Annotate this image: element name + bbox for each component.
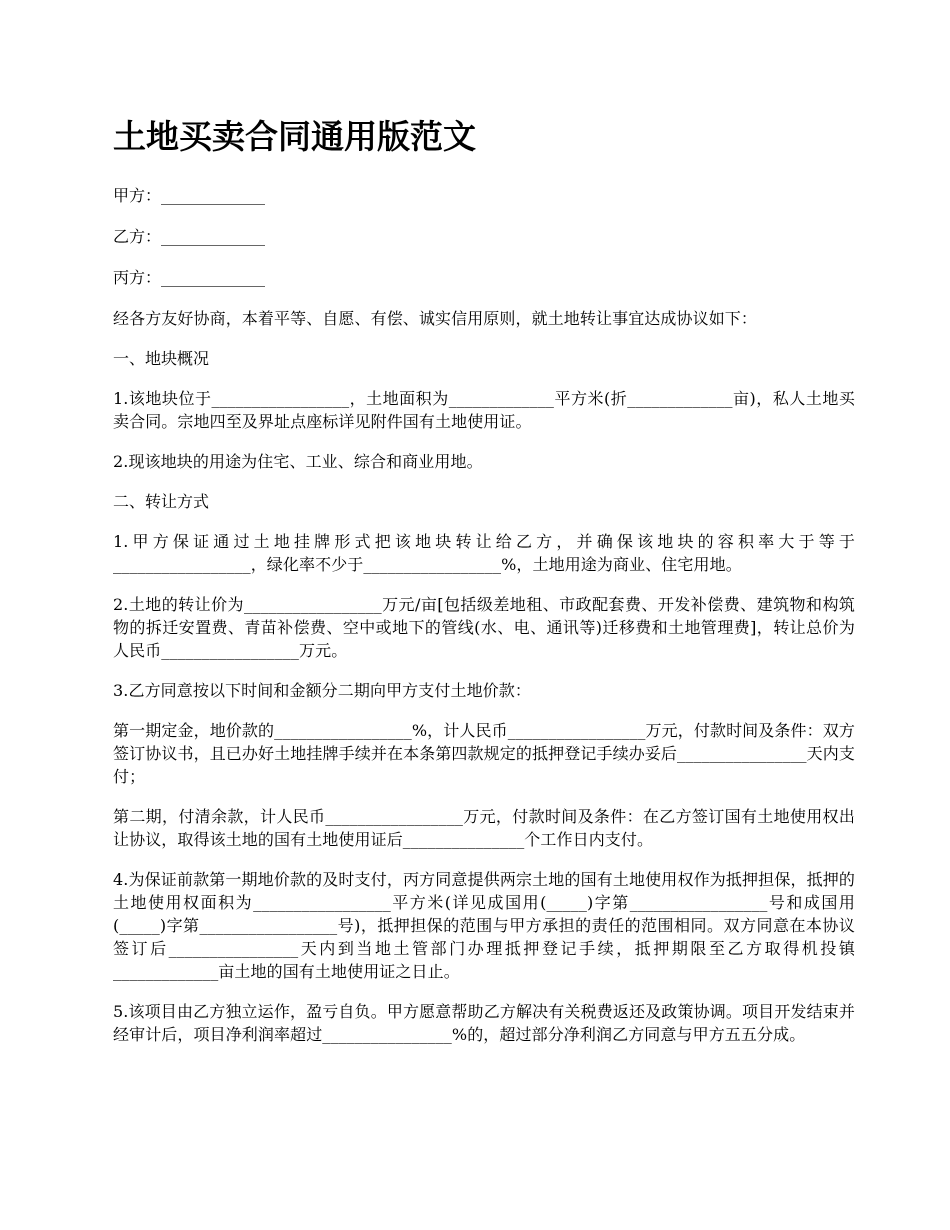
document-title: 土地买卖合同通用版范文 <box>113 117 476 156</box>
section-2-item-4: 4.为保证前款第一期地价款的及时支付，丙方同意提供两宗土地的国有土地使用权作为抵押担保，抵押的土地使用权面积为_________________平方米(详见成国用(_____)字第_________________号和成国用(_____)字第_________________号)，抵押担保的范围与甲方承担的责任的范围相同。双方同意在本协议签订后________________天内到当地土管部门办理抵押登记手续，抵押期限至乙方取得机投镇_____________亩土地的国有土地使用证之日止。 <box>113 870 855 981</box>
section-2-item-5: 5.该项目由乙方独立运作，盈亏自负。甲方愿意帮助乙方解决有关税费返还及政策协调。项目开发结束并经审计后，项目净利润率超过________________%的，超过部分净利润乙方同意与甲方五五分成。 <box>113 1002 855 1044</box>
payment-phase-2: 第二期，付清余款，计人民币_________________万元，付款时间及条件：在乙方签订国有土地使用权出让协议，取得该土地的国有土地使用证后_______________个工作日内支付。 <box>113 807 855 849</box>
payment-phase-1: 第一期定金，地价款的_________________%，计人民币_________________万元，付款时间及条件：双方签订协议书，且已办好土地挂牌手续并在本条第四款规定的抵押登记手续办妥后________________天内支付； <box>113 721 855 786</box>
party-b-line: 乙方：_____________ <box>113 227 266 246</box>
section-2-item-3: 3.乙方同意按以下时间和金额分二期向甲方支付土地价款： <box>113 681 531 700</box>
section-2-item-1: 1.甲方保证通过土地挂牌形式把该地块转让给乙方，并确保该地块的容积率大于等于_________________，绿化率不少于_________________%，土地用途为商业、住宅用地。 <box>113 532 855 574</box>
section-2-item-2: 2.土地的转让价为_________________万元/亩[包括级差地租、市政配套费、开发补偿费、建筑物和构筑物的拆迁安置费、青苗补偿费、空中或地下的管线(水、电、通讯等)迁移费和土地管理费]，转让总价为人民币_________________万元。 <box>113 595 855 660</box>
section-2-heading: 二、转让方式 <box>113 492 210 511</box>
party-c-line: 丙方：_____________ <box>113 268 266 287</box>
section-1-item-1: 1.该地块位于_________________，土地面积为_____________平方米(折_____________亩)，私人土地买卖合同。宗地四至及界址点座标详见附件国有土地使用证。 <box>113 389 855 431</box>
section-1-heading: 一、地块概况 <box>113 349 210 368</box>
party-a-line: 甲方：_____________ <box>113 186 266 205</box>
section-1-item-2: 2.现该地块的用途为住宅、工业、综合和商业用地。 <box>113 452 483 471</box>
document-page <box>113 112 855 1063</box>
intro-paragraph: 经各方友好协商，本着平等、自愿、有偿、诚实信用原则，就土地转让事宜达成协议如下： <box>113 309 758 328</box>
